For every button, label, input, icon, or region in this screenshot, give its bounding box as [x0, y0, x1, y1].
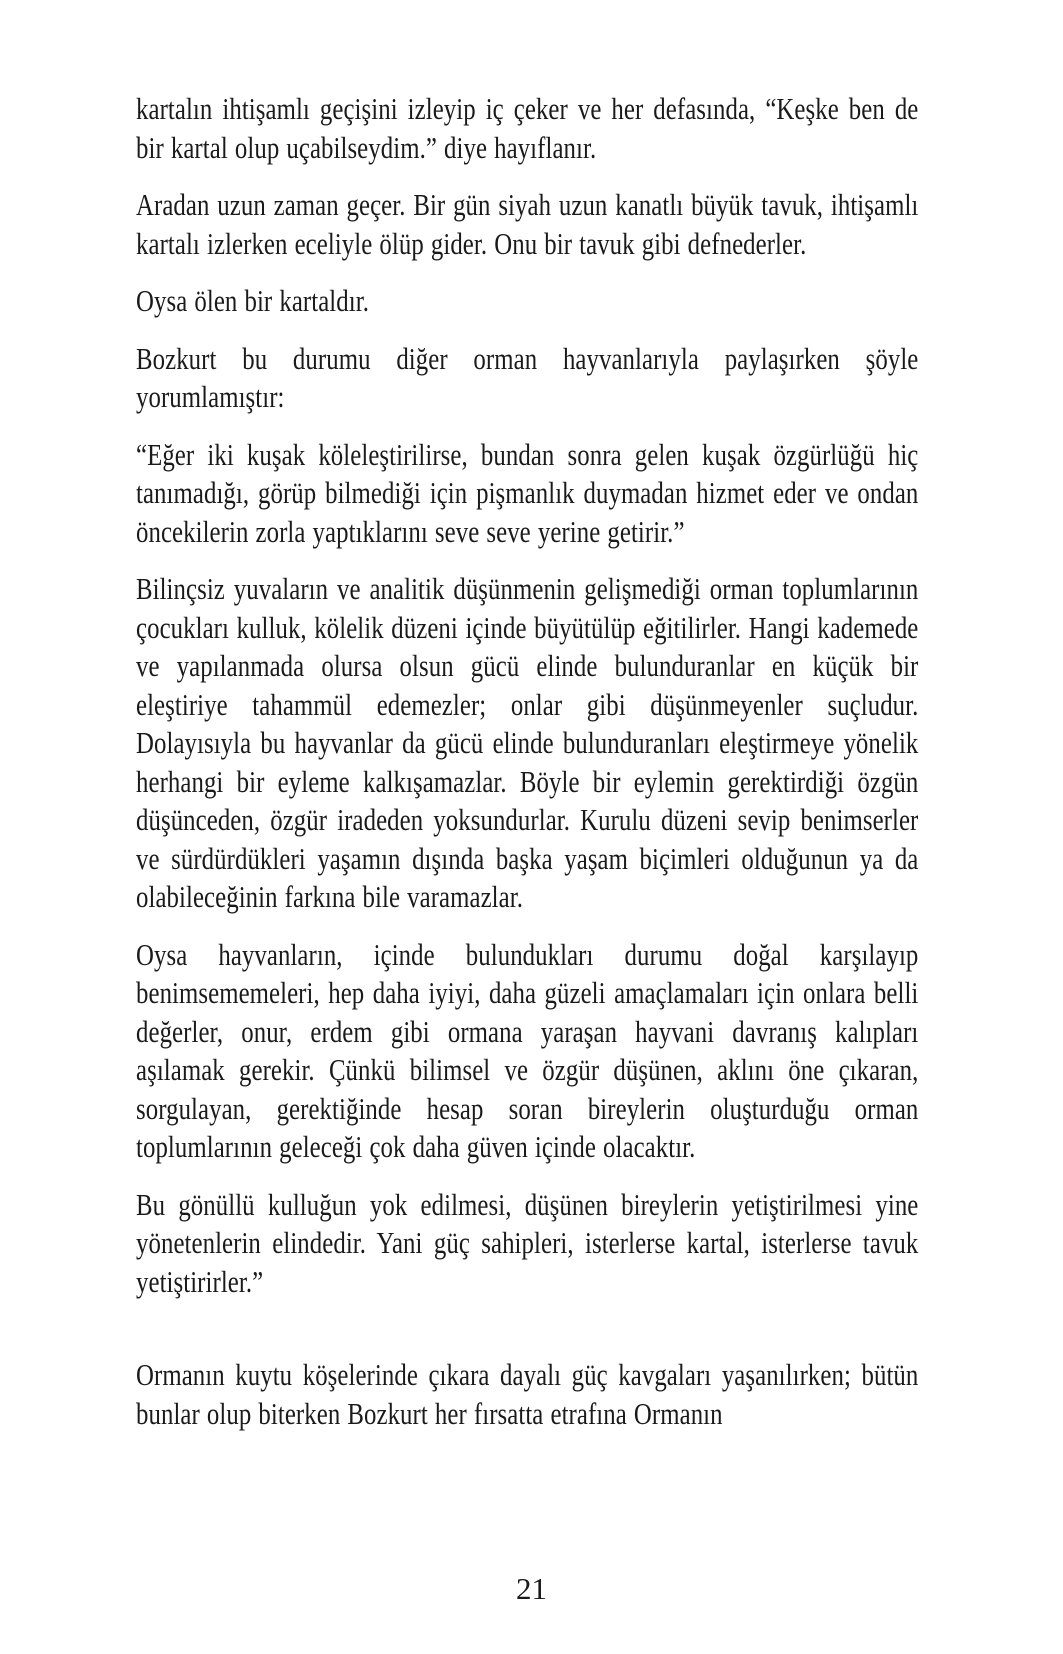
- page-number: 21: [516, 1571, 547, 1606]
- paragraph-6: Bilinçsiz yuvaların ve analitik düşünmenin gelişmediği orman toplumlarının çocukları kulluk, kölelik düzeni içinde büyütülüp eğitilirler. Hangi kademede ve yapılanmada olursa olsun gücü elinde bulunduranlar en küçük bir eleştiriye tahammül edemezler; onlar gibi düşünmeyenler suçludur. Dolayısıyla bu hayvanlar da gücü elinde bulunduranları eleştirmeye yönelik herhangi bir eyleme kalkışamazlar. Böyle bir eylemin gerektirdiği özgün düşünceden, özgür iradeden yoksundurlar. Kurulu düzeni sevip benimserler ve sürdürdükleri yaşamın dışında başka yaşam biçimleri olduğunun ya da olabileceğinin farkına bile varamazlar.: [136, 571, 919, 914]
- paragraph-1: kartalın ihtişamlı geçişini izleyip iç çeker ve her defasında, “Keşke ben de bir kartal olup uçabilseydim.” diye hayıflanır.: [136, 91, 919, 165]
- page-text: [136, 90, 918, 1452]
- paragraph-9: Ormanın kuytu köşelerinde çıkara dayalı güç kavgaları yaşanılırken; bütün bunlar olup biterken Bozkurt her fırsatta etrafına Ormanın: [136, 1357, 919, 1431]
- paragraph-4: Bozkurt bu durumu diğer orman hayvanlarıyla paylaşırken şöyle yorumlamıştır:: [136, 340, 919, 414]
- paragraph-8: Bu gönüllü kulluğun yok edilmesi, düşünen bireylerin yetiştirilmesi yine yönetenlerin elindedir. Yani güç sahipleri, isterlerse kartal, isterlerse tavuk yetiştirirler.”: [136, 1186, 919, 1299]
- paragraph-5-quote: “Eğer iki kuşak köleleştirilirse, bundan sonra gelen kuşak özgürlüğü hiç tanımadığı, görüp bilmediği için pişmanlık duymadan hizmet eder ve ondan öncekilerin zorla yaptıklarını seve seve yerine getirir.”: [136, 436, 919, 549]
- paragraph-7: Oysa hayvanların, içinde bulundukları durumu doğal karşılayıp benimsememeleri, hep daha iyiyi, daha güzeli amaçlamaları için onlara belli değerler, onur, erdem gibi ormana yaraşan hayvani davranış kalıpları aşılamak gerekir. Çünkü bilimsel ve özgür düşünen, aklını öne çıkaran, sorgulayan, gerektiğinde hesap soran bireylerin oluşturduğu orman toplumlarının geleceği çok daha güven içinde olacaktır.: [136, 936, 919, 1164]
- paragraph-2: Aradan uzun zaman geçer. Bir gün siyah uzun kanatlı büyük tavuk, ihtişamlı kartalı izlerken eceliyle ölüp gider. Onu bir tavuk gibi defnederler.: [136, 187, 919, 261]
- paragraph-3: Oysa ölen bir kartaldır.: [136, 283, 369, 318]
